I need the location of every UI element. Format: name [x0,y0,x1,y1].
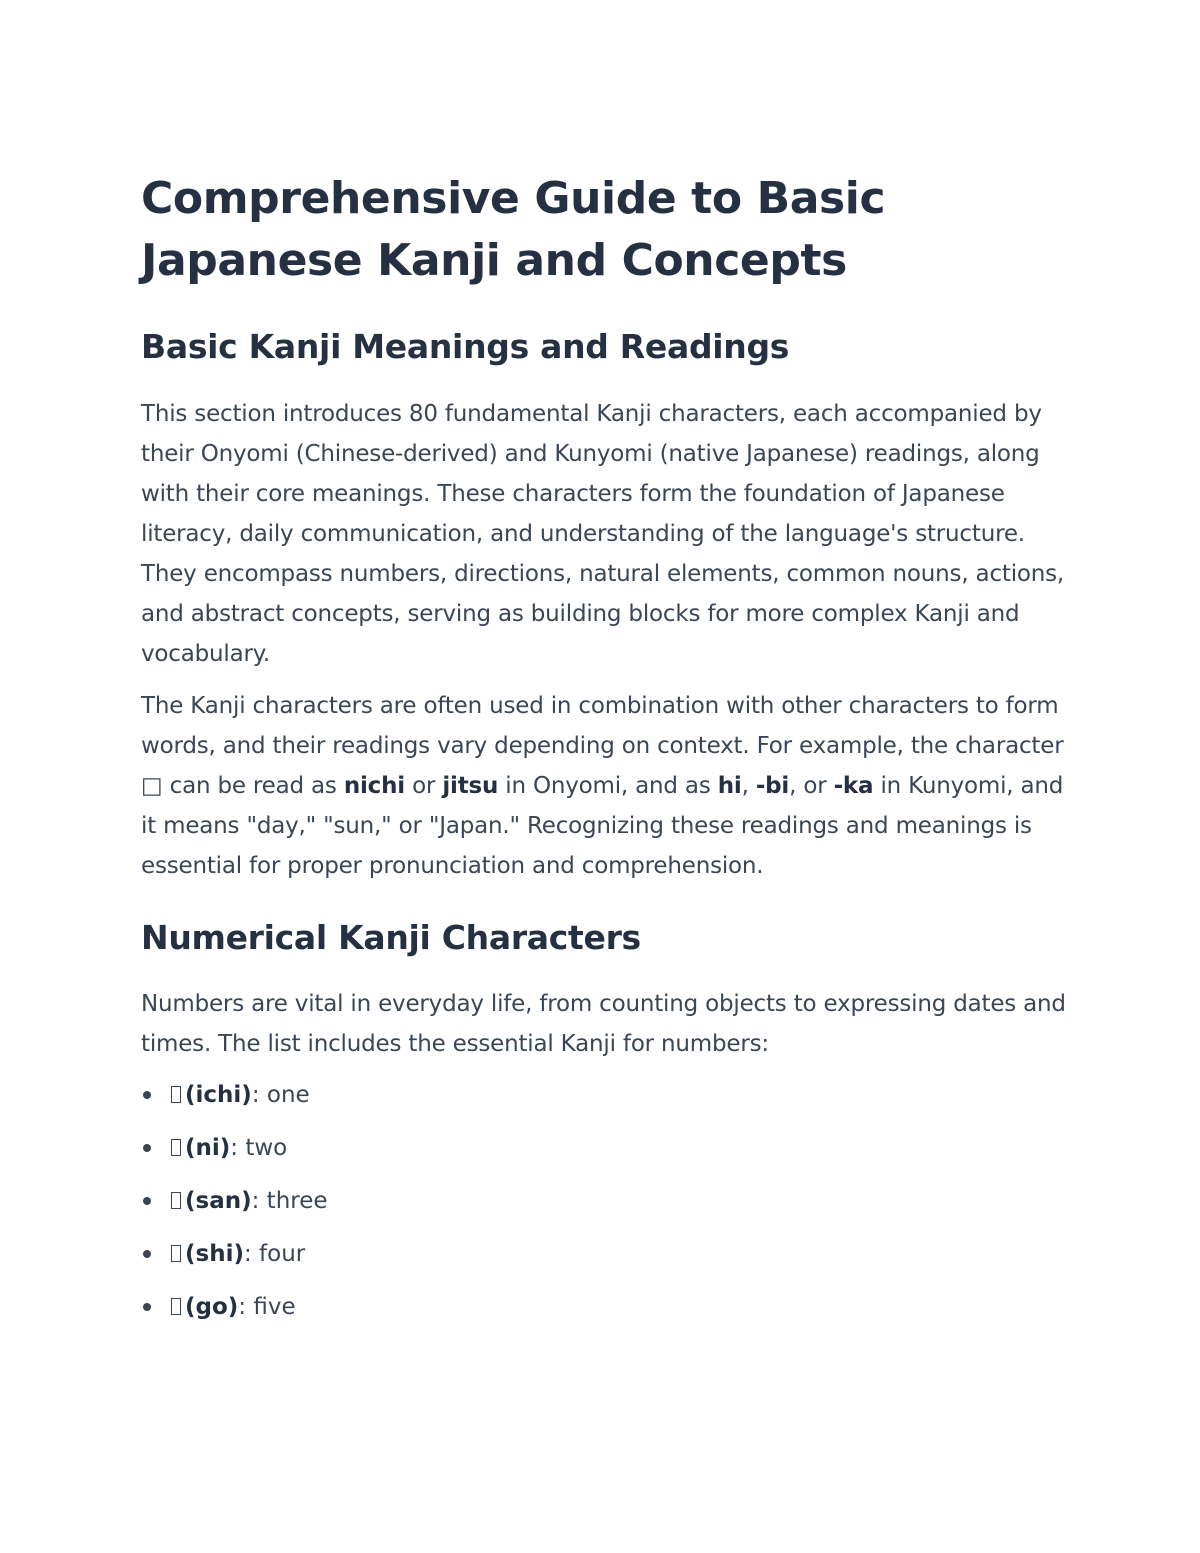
section-heading-basic-kanji: Basic Kanji Meanings and Readings [141,327,790,366]
bullet-icon [143,1144,151,1152]
missing-glyph-icon [171,1192,181,1209]
meaning-text: : three [251,1188,328,1214]
meaning-text: : one [251,1082,310,1108]
list-item [141,1128,1066,1168]
example-text-c: or [404,773,443,799]
reading-bi: -bi [755,773,790,799]
bullet-icon [143,1303,151,1311]
missing-glyph-icon [171,1245,181,1262]
section-heading-numerical-kanji: Numerical Kanji Characters [141,918,641,957]
list-item [141,1075,1066,1115]
list-item [141,1234,1066,1274]
reading-term: (shi) [185,1241,244,1267]
example-text-a: The Kanji characters are often used in combination with other characters to form words, and their readings vary depending on context. For example, the character [141,693,1064,759]
example-paragraph [141,686,1066,886]
bullet-icon [143,1091,151,1099]
document-title: Comprehensive Guide to Basic Japanese Kanji and Concepts [141,173,886,286]
meaning-text: : four [243,1241,306,1267]
example-text-g: in Kunyomi, and it means "day," "sun," or "Japan." Recognizing these readings and meanings is essential for proper pronunciation and comprehension. [141,773,1064,879]
reading-term: (go) [185,1294,239,1320]
intro-paragraph: This section introduces 80 fundamental Kanji characters, each accompanied by their Onyomi (Chinese-derived) and Kunyomi (native Japanese) readings, along with their core meanings. These characters form the foundation of Japanese literacy, daily communication, and understanding of the language's structure. They encompass numbers, directions, natural elements, common nouns, actions, and abstract concepts, serving as building blocks for more complex Kanji and vocabulary. [141,401,1065,667]
bullet-icon [143,1197,151,1205]
number-kanji-list [141,1075,1066,1327]
example-text-f: , or [789,773,834,799]
reading-ka: -ka [833,773,874,799]
reading-term: (ni) [185,1135,231,1161]
reading-nichi: nichi [343,773,405,799]
missing-glyph-icon [171,1086,181,1103]
reading-hi: hi [717,773,742,799]
reading-term: (san) [185,1188,252,1214]
bullet-icon [143,1250,151,1258]
meaning-text: : two [230,1135,288,1161]
missing-glyph: □ [141,773,163,799]
list-item [141,1181,1066,1221]
meaning-text: : five [238,1294,296,1320]
document-page [141,168,1066,1340]
list-item [141,1287,1066,1327]
example-text-b: can be read as [162,773,344,799]
reading-term: (ichi) [185,1082,252,1108]
numbers-paragraph: Numbers are vital in everyday life, from counting objects to expressing dates and times. The list includes the essential Kanji for numbers: [141,991,1066,1057]
missing-glyph-icon [171,1298,181,1315]
missing-glyph-icon [171,1139,181,1156]
reading-jitsu: jitsu [442,773,499,799]
example-text-e: , [741,773,756,799]
example-text-d: in Onyomi, and as [498,773,718,799]
